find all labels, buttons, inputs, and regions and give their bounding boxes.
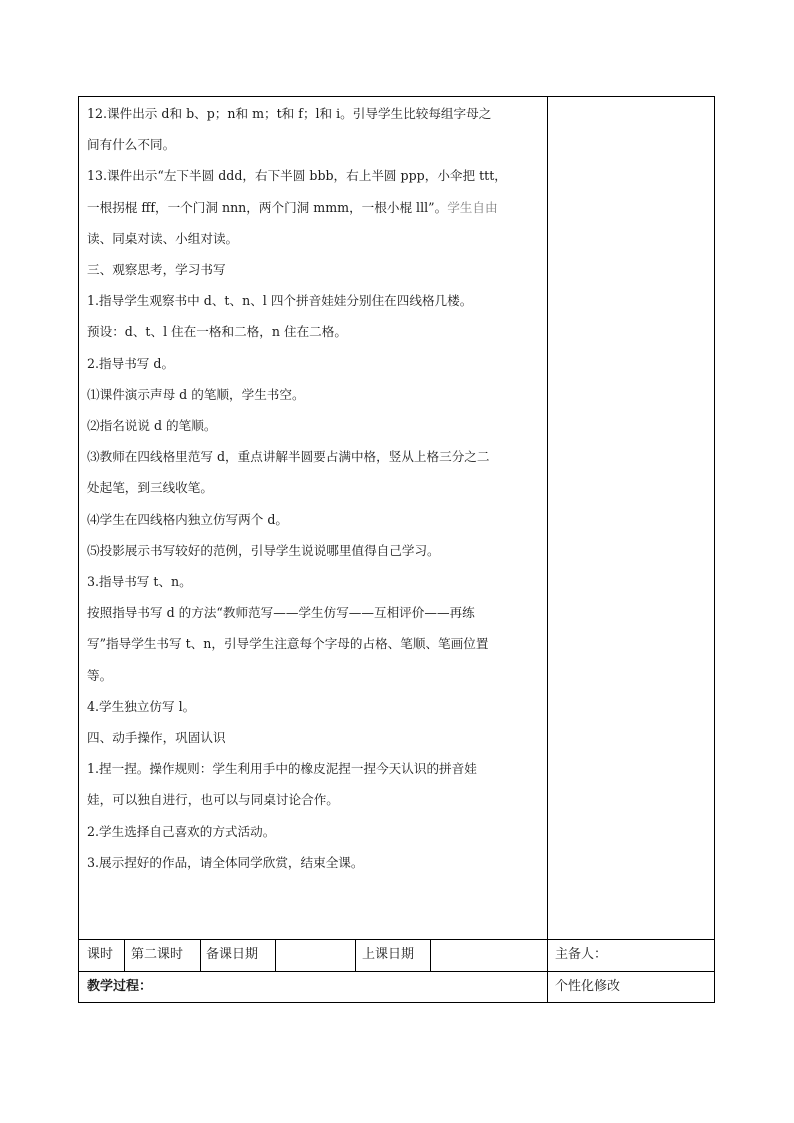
text-line: 等。 [87,667,113,683]
text-line: 3.指导书写 t、n。 [87,574,192,590]
text-line: 间有什么不同。 [87,137,176,153]
text-line: 娃，可以独自进行，也可以与同桌讨论合作。 [87,792,339,808]
preparer-label: 主备人： [555,947,608,962]
text-line: 2.学生选择自己喜欢的方式活动。 [87,823,276,839]
text-line: 12.课件出示 d和 b、p；n和 m；t和 f；l和 i。引导学生比较每组字母之 [87,106,492,121]
text-line: 2.指导书写 d。 [87,355,175,371]
section-heading: 三、观察思考，学习书写 [87,262,226,278]
text-line: ⑵指名说说 d 的笔顺。 [87,418,217,434]
lesson-content [87,98,547,878]
text-line: ⑷学生在四线格内独立仿写两个 d。 [87,511,288,527]
text-segment: 一根拐棍 fff，一个门洞 nnn，两个门洞 mmm，一根小棍 lll”。 [87,199,448,215]
text-line: 写”指导学生书写 t、n，引导学生注意每个字母的占格、笔顺、笔画位置 [87,636,489,652]
gray-note: 学生自由 [447,199,498,215]
text-line-with-note [87,192,547,223]
section-heading: 四、动手操作，巩固认识 [87,730,226,746]
cell-divider-1 [124,939,125,971]
text-line: ⑴课件演示声母 d 的笔顺，学生书空。 [87,386,305,402]
cell-divider-3 [275,939,276,971]
text-line: ⑸投影展示书写较好的范例，引导学生说说哪里值得自己学习。 [87,542,440,558]
right-column-divider [547,96,548,1003]
class-date-label: 上课日期 [362,947,415,962]
text-line: 3.展示捏好的作品，请全体同学欣赏，结束全课。 [87,854,364,870]
text-line: 1.指导学生观察书中 d、t、n、l 四个拼音娃娃分别住在四线格几楼。 [87,293,473,309]
process-label: 教学过程： [87,979,153,994]
prep-date-label: 备课日期 [206,947,259,962]
text-line: 按照指导书写 d 的方法“教师范写——学生仿写——互相评价——再练 [87,605,475,621]
period-label: 课时 [87,947,114,962]
personal-edit-label: 个性化修改 [555,979,621,994]
cell-divider-2 [200,939,201,971]
text-line: 4.学生独立仿写 l。 [87,698,196,714]
text-line: ⑶教师在四线格里范写 d，重点讲解半圆要占满中格，竖从上格三分之二 [87,449,490,465]
text-line: 读、同桌对读、小组对读。 [87,230,239,246]
text-line: 预设：d、t、l 住在一格和二格，n 住在二格。 [87,324,347,340]
cell-divider-4 [355,939,356,971]
period-value: 第二课时 [131,947,184,962]
text-line: 1.捏一捏。操作规则：学生利用手中的橡皮泥捏一捏今天认识的拼音娃 [87,761,477,777]
text-line: 处起笔，到三线收笔。 [87,480,213,496]
text-line: 13.课件出示“左下半圆 ddd，右下半圆 bbb，右上半圆 ppp，小伞把 ttt， [87,168,507,184]
cell-divider-5 [430,939,431,971]
